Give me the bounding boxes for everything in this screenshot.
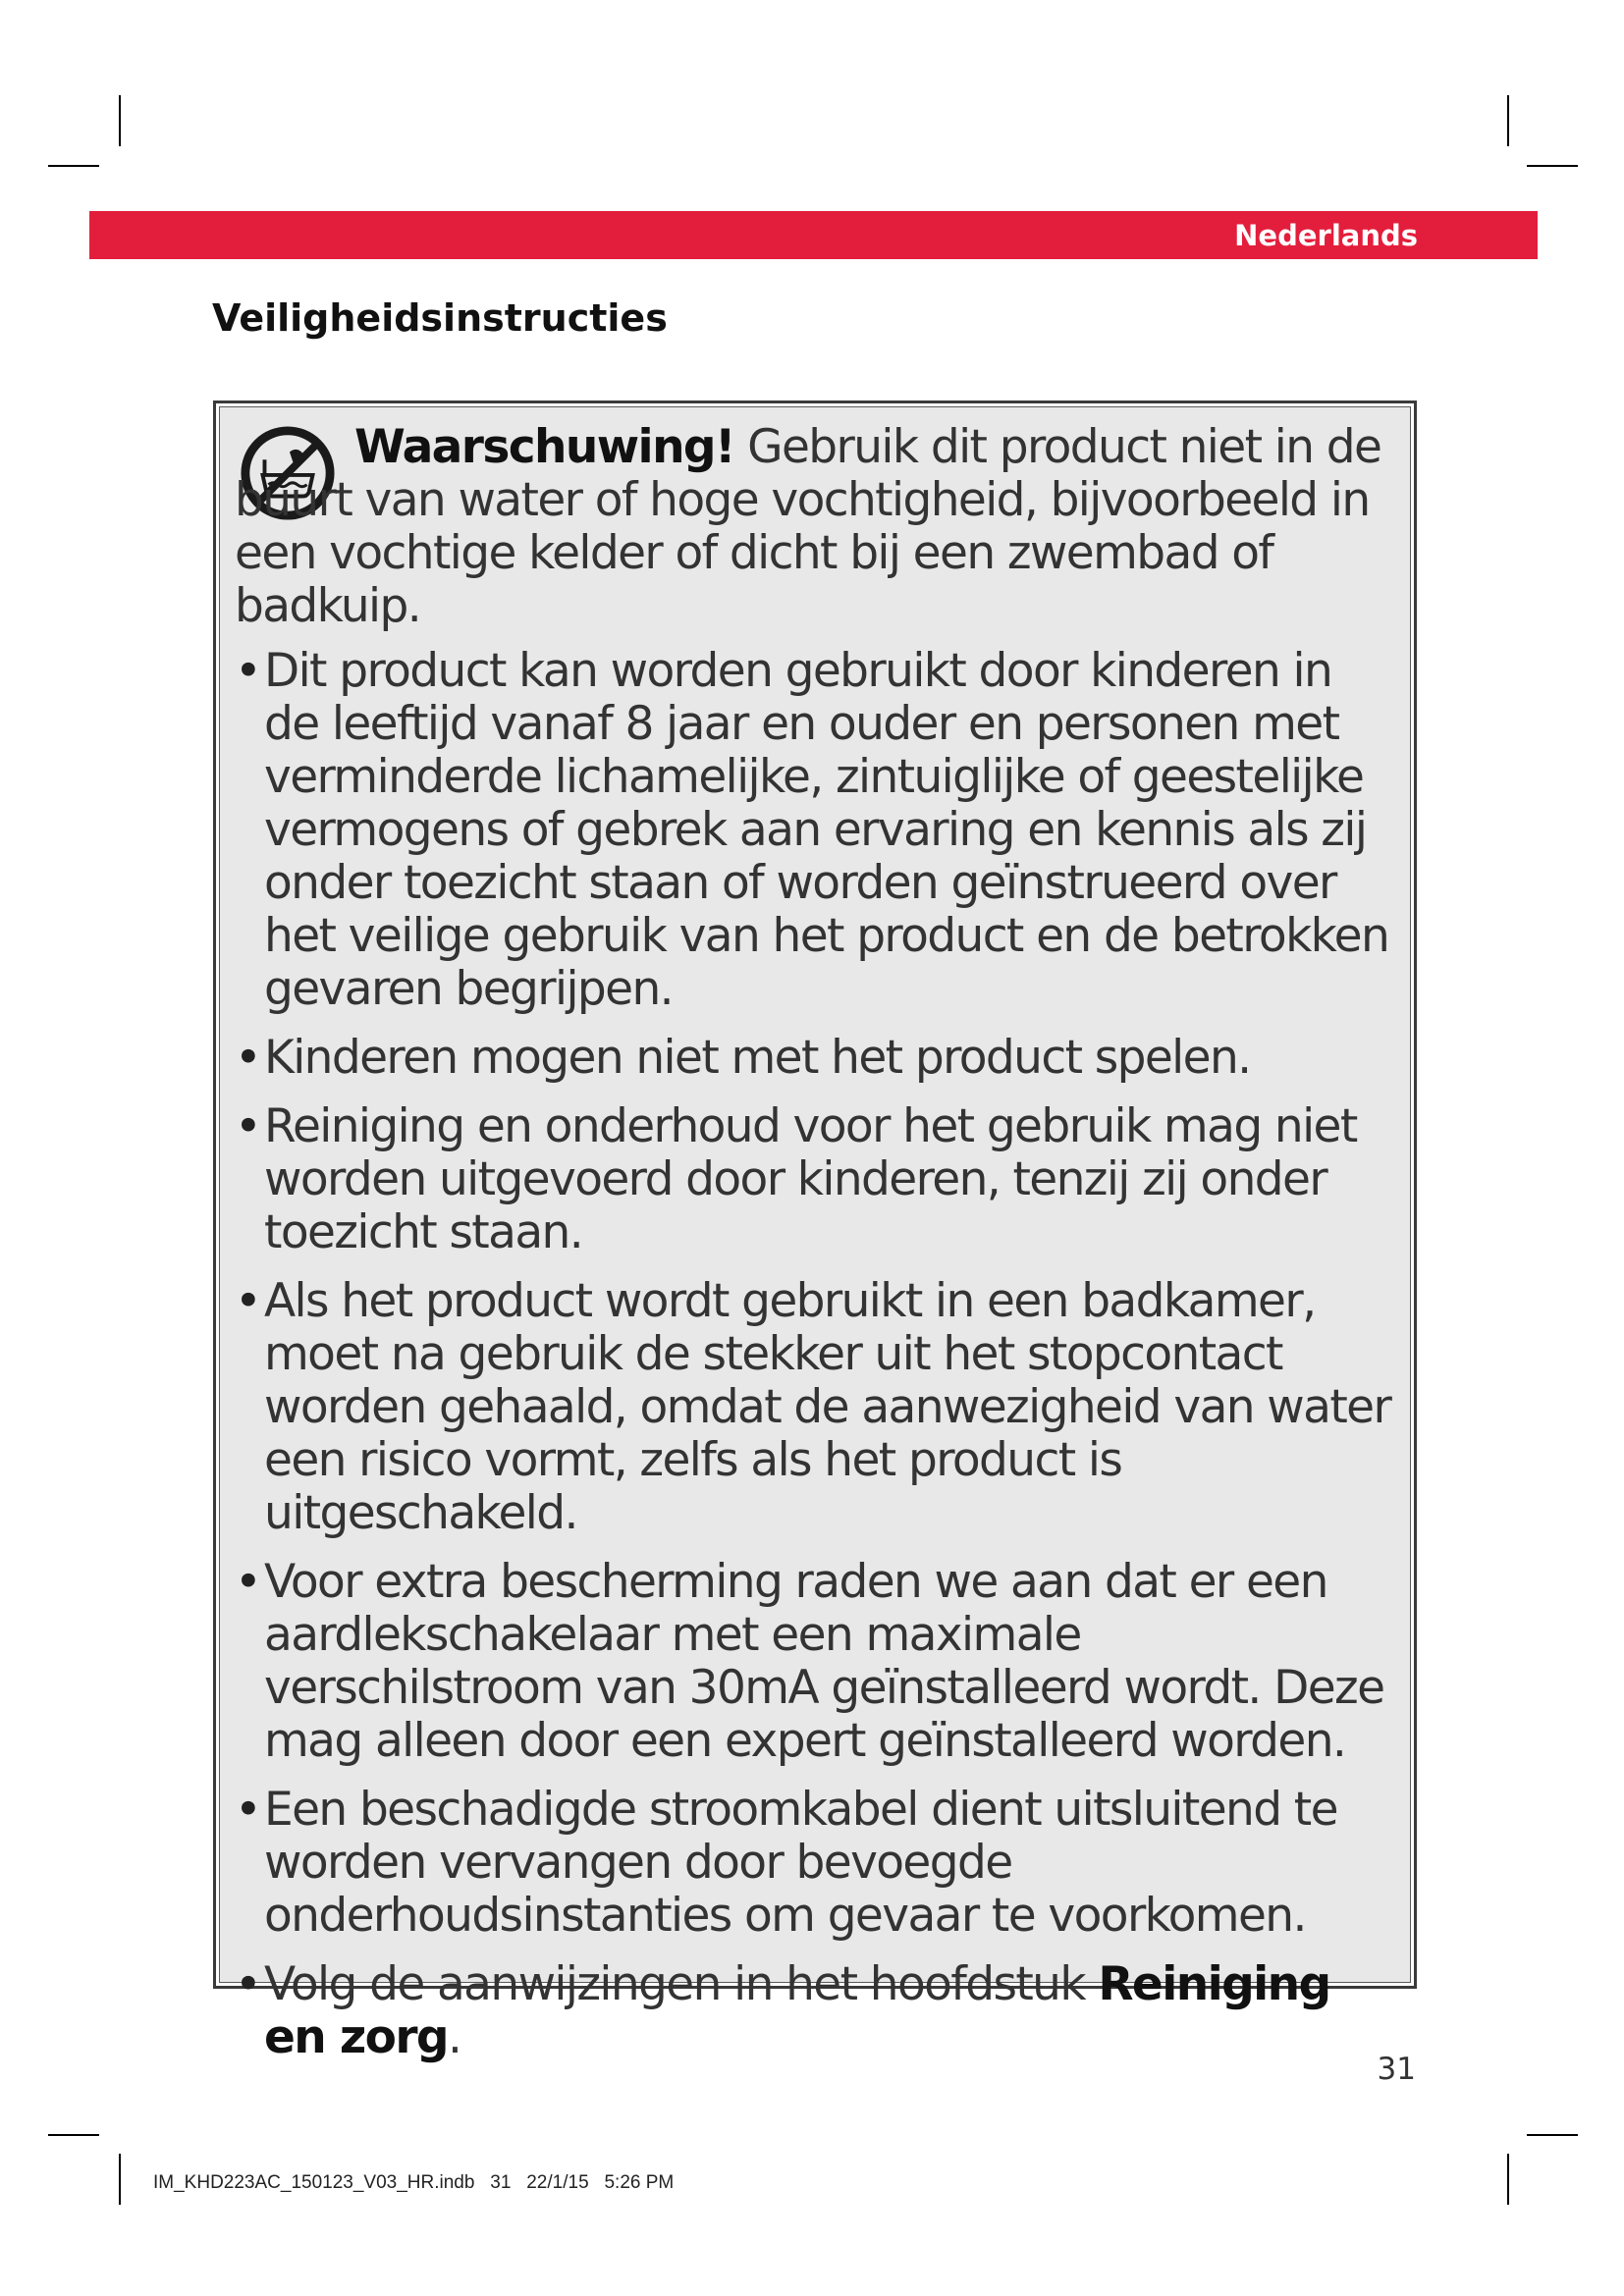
- crop-mark-top-left-horizontal: [48, 165, 99, 167]
- crop-mark-bottom-left-vertical: [119, 2154, 121, 2205]
- last-item-prefix: Volg de aanwijzingen in het hoofdstuk: [264, 1957, 1099, 2011]
- language-bar: [89, 211, 1538, 259]
- crop-mark-bottom-right-horizontal: [1527, 2134, 1578, 2136]
- language-label: Nederlands: [1234, 219, 1418, 252]
- section-title: Veiligheidsinstructies: [212, 296, 668, 340]
- list-item: • Als het product wordt gebruikt in een badkamer, moet na gebruik de stekker uit het stopcontact worden gehaald, omdat de aanwezigheid van water een risico vormt, zelfs als het product is uitgeschakeld.: [235, 1275, 1398, 1540]
- chapter-reference: Reiniging en zorg: [264, 1957, 1330, 2064]
- list-item: • Een beschadigde stroomkabel dient uitsluitend te worden vervangen door bevoegde onderhoudsinstanties om gevaar te voorkomen.: [235, 1784, 1398, 1943]
- warning-box: [213, 400, 1417, 2064]
- list-item: • Reiniging en onderhoud voor het gebruik mag niet worden uitgevoerd door kinderen, tenzij zij onder toezicht staan.: [235, 1100, 1398, 1259]
- warning-text: [235, 421, 1398, 2080]
- crop-mark-top-left-vertical: [119, 95, 121, 146]
- warning-intro: [235, 421, 1398, 633]
- crop-mark-top-right-vertical: [1507, 95, 1509, 146]
- warning-intro-text: Gebruik dit product niet in de buurt van water of hoge vochtigheid, bijvoorbeeld in een vochtige kelder of dicht bij een zwembad of badkuip.: [235, 420, 1381, 633]
- footer-file-info: IM_KHD223AC_150123_V03_HR.indb 31 22/1/15 5:26 PM: [153, 2172, 675, 2193]
- list-item: • Voor extra bescherming raden we aan dat er een aardlekschakelaar met een maximale verschilstroom van 30mA geïnstalleerd wordt. Deze mag alleen door een expert geïnstalleerd worden.: [235, 1556, 1398, 1768]
- last-item-suffix: .: [447, 2010, 461, 2064]
- warning-box-inner: [219, 406, 1411, 2064]
- safety-list: [235, 645, 1398, 2064]
- warning-title: Waarschuwing!: [354, 420, 734, 474]
- crop-mark-bottom-right-vertical: [1507, 2154, 1509, 2205]
- page-number: 31: [1377, 2052, 1416, 2087]
- crop-mark-top-right-horizontal: [1527, 165, 1578, 167]
- list-item-last: [235, 1958, 1398, 2064]
- crop-mark-bottom-left-horizontal: [48, 2134, 99, 2136]
- list-item: • Kinderen mogen niet met het product spelen.: [235, 1032, 1398, 1085]
- list-item: • Dit product kan worden gebruikt door kinderen in de leeftijd vanaf 8 jaar en ouder en personen met verminderde lichamelijke, zintuiglijke of geestelijke vermogens of gebrek aan ervaring en kennis als zij onder toezicht staan of worden geïnstrueerd over het veilige gebruik van het product en de betrokken gevaren begrijpen.: [235, 645, 1398, 1016]
